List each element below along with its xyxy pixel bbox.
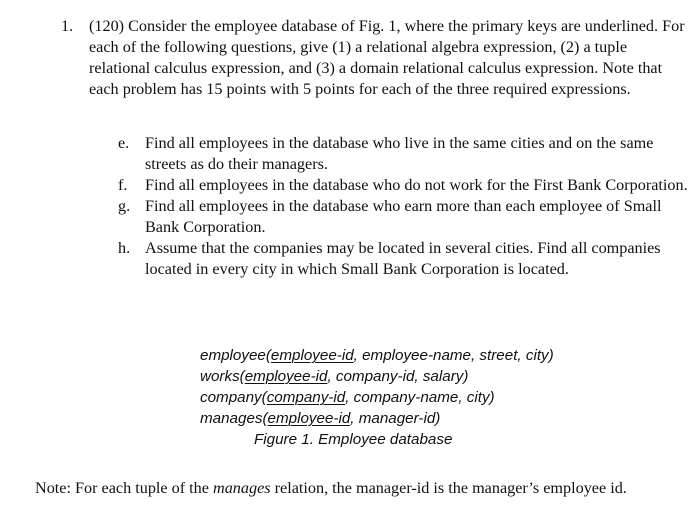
subquestion-h: [118, 238, 690, 280]
subquestion-letter: g.: [118, 197, 131, 215]
relation-attributes: , employee-name, street, city): [353, 347, 554, 364]
subquestion-e: [118, 133, 690, 175]
relation-employee: [200, 345, 680, 366]
question-number: 1.: [61, 17, 74, 35]
relation-works: [200, 366, 680, 387]
relation-name: works(: [200, 368, 245, 385]
relation-attributes: , company-name, city): [345, 389, 495, 406]
relation-name: employee(: [200, 347, 271, 364]
subquestion-letter: e.: [118, 134, 130, 152]
primary-key: company-id: [266, 389, 346, 406]
primary-key: employee-id: [270, 347, 354, 364]
subquestion-f: [118, 175, 690, 196]
primary-key: employee-id: [244, 368, 328, 385]
relation-name: company(: [200, 389, 267, 406]
employee-database-figure: [200, 345, 680, 450]
relation-attributes: , company-id, salary): [327, 368, 469, 385]
subquestion-text: Find all employees in the database who do not work for the First Bank Corporation.: [145, 176, 688, 194]
primary-key: employee-id: [267, 410, 351, 427]
question-text: (120) Consider the employee database of Fig. 1, where the primary keys are underlined. For each of the following questions, give (1) a relational algebra expression, (2) a tuple relational calculus expression, and (3) a domain relational calculus expression. Note that each problem has 15 points with 5 points for each of the three required expressions.: [89, 17, 685, 98]
subquestion-text: Find all employees in the database who earn more than each employee of Small Bank Corporation.: [145, 197, 662, 236]
relation-manages: [200, 408, 680, 429]
note-text: [35, 478, 685, 499]
subquestion-letter: f.: [118, 176, 128, 194]
note-suffix: relation, the manager-id is the manager’s employee id.: [270, 479, 627, 497]
subquestion-text: Assume that the companies may be located in several cities. Find all companies located in every city in which Small Bank Corporation is located.: [145, 239, 661, 278]
relation-attributes: , manager-id): [350, 410, 441, 427]
figure-caption: Figure 1. Employee database: [254, 431, 453, 448]
subquestion-text: Find all employees in the database who live in the same cities and on the same streets as do their managers.: [145, 134, 654, 173]
subquestion-letter: h.: [118, 239, 131, 257]
subquestion-g: [118, 196, 690, 238]
relation-name: manages(: [200, 410, 268, 427]
note-relation-name: manages: [213, 479, 271, 497]
subquestion-list: [118, 133, 690, 280]
relation-company: [200, 387, 680, 408]
note-prefix: Note: For each tuple of the: [35, 479, 214, 497]
